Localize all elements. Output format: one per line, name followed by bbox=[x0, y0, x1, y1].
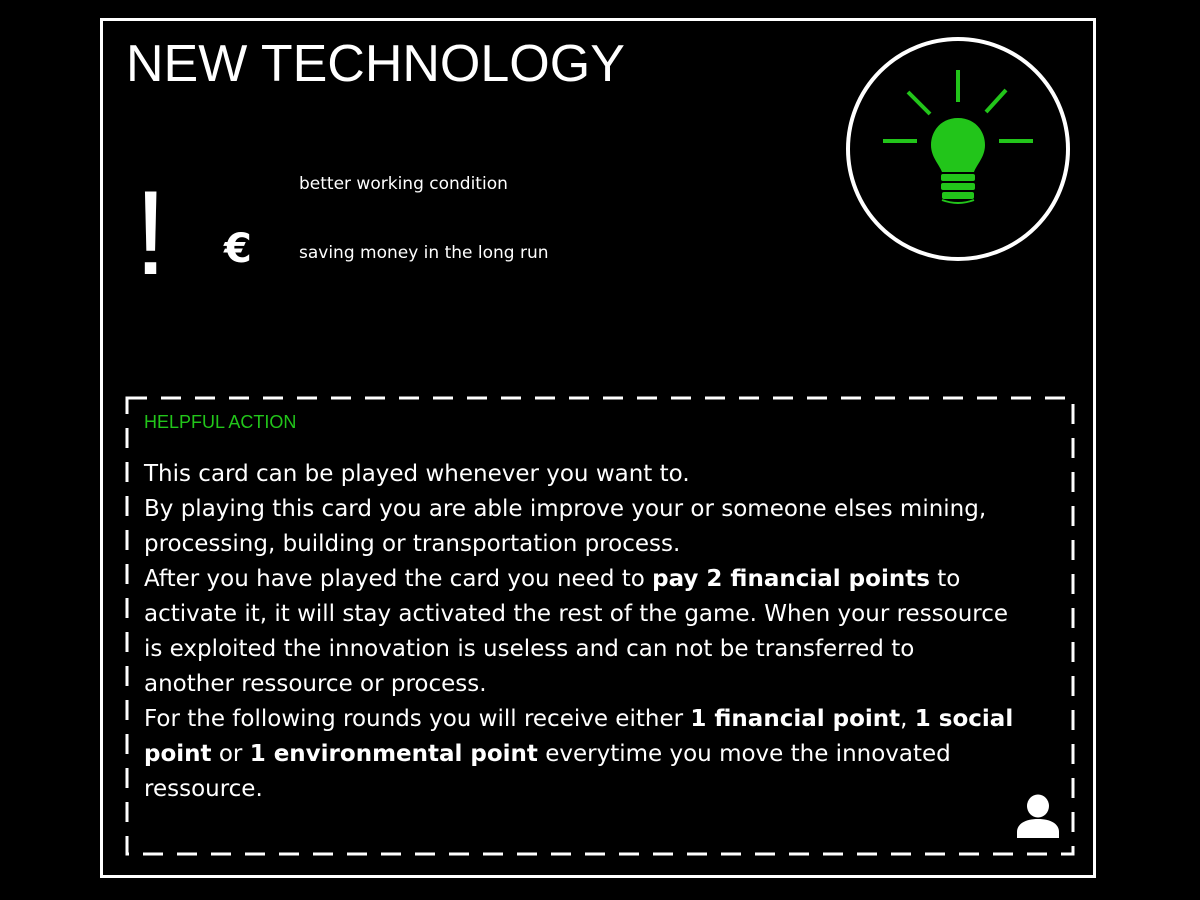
action-line bbox=[144, 667, 1074, 702]
action-text: another ressource or process. bbox=[144, 671, 487, 697]
action-line bbox=[144, 562, 1074, 597]
action-line bbox=[144, 632, 1074, 667]
action-line bbox=[144, 702, 1074, 737]
action-text: activate it, it will stay activated the rest of the game. When your ressource bbox=[144, 601, 1009, 627]
action-line bbox=[144, 737, 1074, 772]
action-line bbox=[144, 492, 1074, 527]
action-text: This card can be played whenever you want to. bbox=[144, 461, 690, 487]
action-emphasis: point bbox=[144, 741, 212, 767]
action-text: After you have played the card you need to bbox=[144, 566, 653, 592]
exclamation-icon: ! bbox=[134, 166, 168, 300]
action-text: ressource. bbox=[144, 776, 263, 802]
action-text: to bbox=[929, 566, 961, 592]
action-text: processing, building or transportation process. bbox=[144, 531, 681, 557]
action-emphasis: 1 environmental point bbox=[249, 741, 538, 767]
action-line bbox=[144, 527, 1074, 562]
person-icon bbox=[1015, 794, 1061, 838]
action-text: , bbox=[900, 706, 915, 732]
action-line bbox=[144, 772, 1074, 807]
action-line bbox=[144, 597, 1074, 632]
action-text: For the following rounds you will receive either bbox=[144, 706, 691, 732]
action-emphasis: pay 2 financial points bbox=[652, 566, 930, 592]
card-title: NEW TECHNOLOGY bbox=[126, 35, 625, 93]
euro-icon: € bbox=[224, 226, 252, 272]
action-description bbox=[144, 457, 1074, 807]
effect-working-condition: better working condition bbox=[299, 174, 508, 194]
action-line bbox=[144, 457, 1074, 492]
action-text: By playing this card you are able improve your or someone elses mining, bbox=[144, 496, 987, 522]
action-emphasis: 1 financial point bbox=[690, 706, 901, 732]
action-text: everytime you move the innovated bbox=[537, 741, 951, 767]
action-emphasis: 1 social bbox=[914, 706, 1014, 732]
action-type-label: HELPFUL ACTION bbox=[144, 412, 297, 432]
lightbulb-icon bbox=[845, 36, 1071, 262]
effect-saving-money: saving money in the long run bbox=[299, 243, 549, 263]
action-text: or bbox=[211, 741, 250, 767]
action-text: is exploited the innovation is useless and can not be transferred to bbox=[144, 636, 915, 662]
